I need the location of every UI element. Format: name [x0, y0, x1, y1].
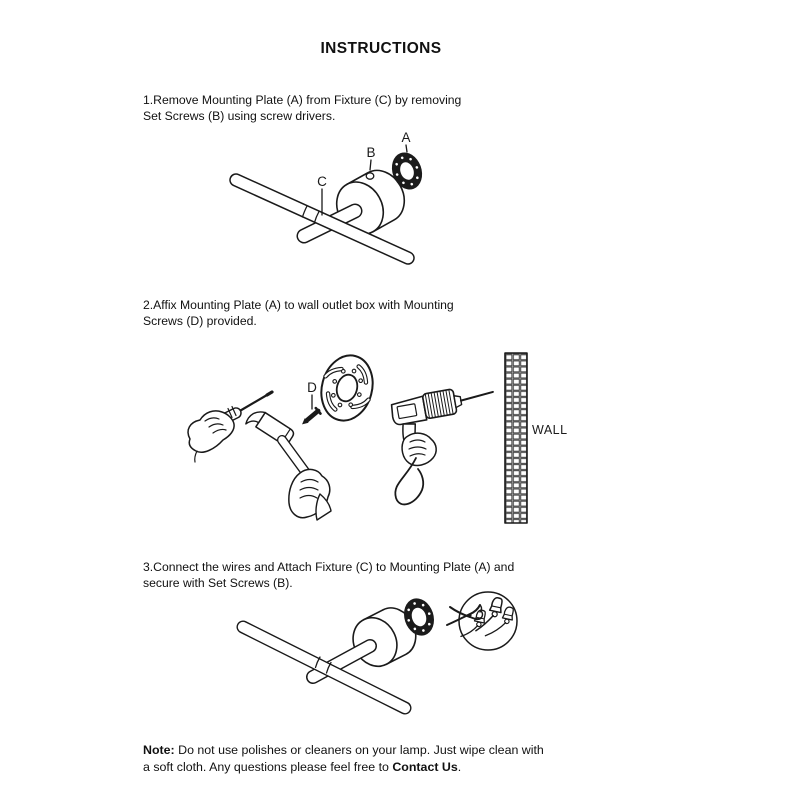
step2-line2: Screws (D) provided.: [143, 314, 257, 329]
note-text: [143, 742, 544, 775]
step3-diagram: [225, 588, 530, 723]
label-d: D: [307, 380, 317, 395]
step1-text: [143, 92, 461, 125]
label-b-leader: [370, 160, 371, 170]
drill-hand-icon: [390, 382, 500, 504]
step1-diagram: [205, 122, 485, 282]
wall-label: WALL: [532, 423, 568, 437]
label-a-leader: [406, 145, 407, 152]
note-line2-end: .: [457, 759, 462, 774]
step3-text: [143, 559, 514, 592]
mounting-plate-large-icon: [314, 350, 379, 427]
page-title: INSTRUCTIONS: [320, 40, 442, 57]
step2-line1: 2.Affix Mounting Plate (A) to wall outlet box with Mounting: [143, 298, 454, 312]
label-b: B: [366, 145, 376, 160]
step3-line2: secure with Set Screws (B).: [143, 576, 293, 591]
screw-d-icon: [300, 408, 321, 427]
step3-line1: 3.Connect the wires and Attach Fixture (C) to Mounting Plate (A) and: [143, 560, 515, 574]
step2-text: [143, 297, 454, 330]
contact-us-link[interactable]: Contact Us: [392, 759, 458, 774]
note-line1: Do not use polishes or cleaners on your lamp. Just wipe clean with: [174, 743, 544, 757]
step1-line2: Set Screws (B) using screw drivers.: [143, 109, 336, 124]
note-line2-start: a soft cloth. Any questions please feel free to: [143, 759, 393, 774]
hammer-hand-icon: [245, 407, 331, 520]
wall-icon: [505, 353, 527, 523]
step1-line1: 1.Remove Mounting Plate (A) from Fixture (C) by removing: [143, 93, 462, 107]
label-c: C: [317, 174, 327, 189]
label-a: A: [401, 130, 411, 145]
note-label: Note:: [143, 743, 175, 757]
set-screw-icon: [366, 173, 374, 179]
step2-diagram: [150, 342, 590, 542]
